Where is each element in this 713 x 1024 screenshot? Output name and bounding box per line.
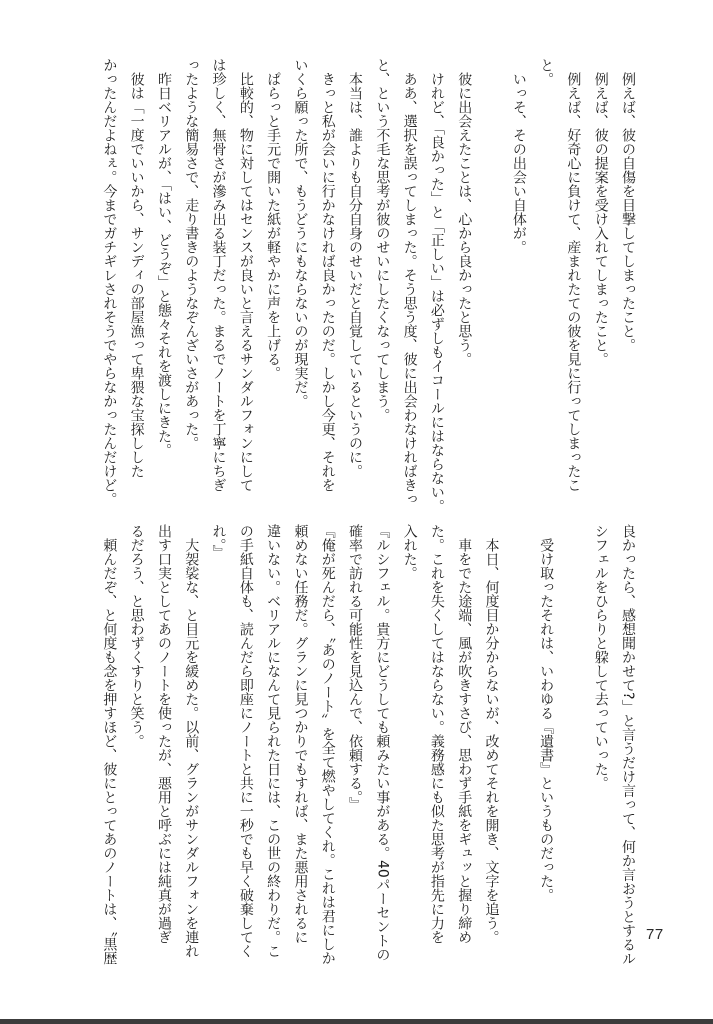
text-line: いくら願った所で、もうどうにもならないのが現実だ。 bbox=[292, 58, 309, 408]
text-line: 車をでた途端、風が吹きすさび、思わず手紙をギュッと握り締め bbox=[456, 538, 473, 944]
page-bottom-edge bbox=[0, 1019, 713, 1024]
text-line: 彼は「一度でいいから、サンディの部屋漁って卑猥な宝探しした bbox=[128, 72, 145, 478]
text-line: いっそ、その出会い自体が。 bbox=[510, 72, 527, 254]
text-block-bottom bbox=[95, 524, 641, 964]
text-line: 受け取ったそれは、いわゆる『遺書』というものだった。 bbox=[538, 538, 555, 902]
blank-line bbox=[477, 58, 504, 508]
text-line: と。 bbox=[538, 58, 555, 86]
text-line: 出す口実としてあのノートを使ったが、悪用と呼ぶには純真が過ぎ bbox=[155, 524, 172, 944]
page-number: 77 bbox=[646, 926, 664, 943]
text-line: た。これを失くしてはならない。義務感にも似た思考が指先に力を bbox=[428, 524, 445, 944]
text-line: 彼に出会えたことは、心から良かったと思う。 bbox=[456, 72, 473, 366]
text-line: 昨日ベリアルが、「はい、どうぞ」と態々それを渡しにきた。 bbox=[155, 72, 172, 457]
text-line: の手紙自体も、読んだら即座にノートと共に一秒でも早く破棄してく bbox=[237, 524, 254, 958]
text-line: かったんだよねぇ。今までガチギレされそうでやらなかったんだけど。 bbox=[101, 58, 118, 506]
text-line: は珍しく、無骨さが滲み出る装丁だった。まるでノートを丁寧にちぎ bbox=[210, 58, 227, 492]
blank-line bbox=[559, 524, 586, 964]
text-line: シフェルをひらりと躱して去っていった。 bbox=[592, 524, 609, 790]
text-line: れ。』 bbox=[210, 524, 227, 559]
text-line: ったような簡易さで、走り書きのようなぞんざいさがあった。 bbox=[183, 58, 200, 450]
text-line: 良かったら、感想聞かせて?」と言うだけ言って、何か言おうとするル bbox=[620, 524, 636, 966]
text-line: 『ルシフェル。貴方にどうしても頼みたい事がある。40パーセントの bbox=[374, 524, 391, 962]
text-block-top bbox=[95, 58, 641, 513]
text-line: ぱらっと手元で開いた紙が軽やかに声を上げる。 bbox=[265, 72, 282, 380]
text-line: 入れた。 bbox=[401, 524, 418, 580]
text-line: 本当は、誰よりも自分自身のせいだと自覚しているというのに。 bbox=[347, 72, 364, 478]
text-line: と、という不毛な思考が彼のせいにしたくなってしまう。 bbox=[374, 58, 391, 422]
text-line: 確率で訪れる可能性を見込んで、依頼する。』 bbox=[347, 524, 364, 811]
text-line: けれど、「良かった」と「正しい」は必ずしもイコールにはならない。 bbox=[428, 72, 445, 513]
text-line: 例えば、彼の自傷を目撃してしまったこと。 bbox=[620, 72, 636, 352]
text-line: 頼めない任務だ。グランに見つかりでもすれば、また悪用されるに bbox=[292, 524, 309, 944]
text-line: 大袈裟な、と目元を緩めた。以前、グランがサンダルフォンを連れ bbox=[183, 538, 200, 958]
blank-line bbox=[505, 524, 532, 964]
text-line: るだろう、と思わずくすりと笑う。 bbox=[128, 524, 145, 748]
text-line: 例えば、彼の提案を受け入れてしまったこと。 bbox=[592, 72, 609, 366]
text-line: 比較的、物に対してはセンスが良いと言えるサンダルフォンにして bbox=[237, 72, 254, 492]
text-line: 違いない。ベリアルになんて見られた日には、この世の終わりだ。こ bbox=[265, 524, 282, 958]
text-line: 例えば、好奇心に負けて、産まれたての彼を見に行ってしまったこ bbox=[565, 72, 582, 492]
text-line: きっと私が会いに行かなければ良かったのだ。しかし今更、それを bbox=[319, 72, 336, 492]
text-line: 本日、何度目か分からないが、改めてそれを開き、文字を追う。 bbox=[483, 538, 500, 944]
text-line: 頼んだぞ、と何度も念を押すほど、彼にとってあのノートは、〝黒歴 bbox=[101, 538, 118, 965]
text-line: ああ、選択を誤ってしまった。そう思う度、彼に出会わなければきっ bbox=[401, 72, 418, 506]
text-line: 『俺が死んだら、〝あのノート〟を全て燃やしてくれ。これは君にしか bbox=[319, 524, 336, 965]
